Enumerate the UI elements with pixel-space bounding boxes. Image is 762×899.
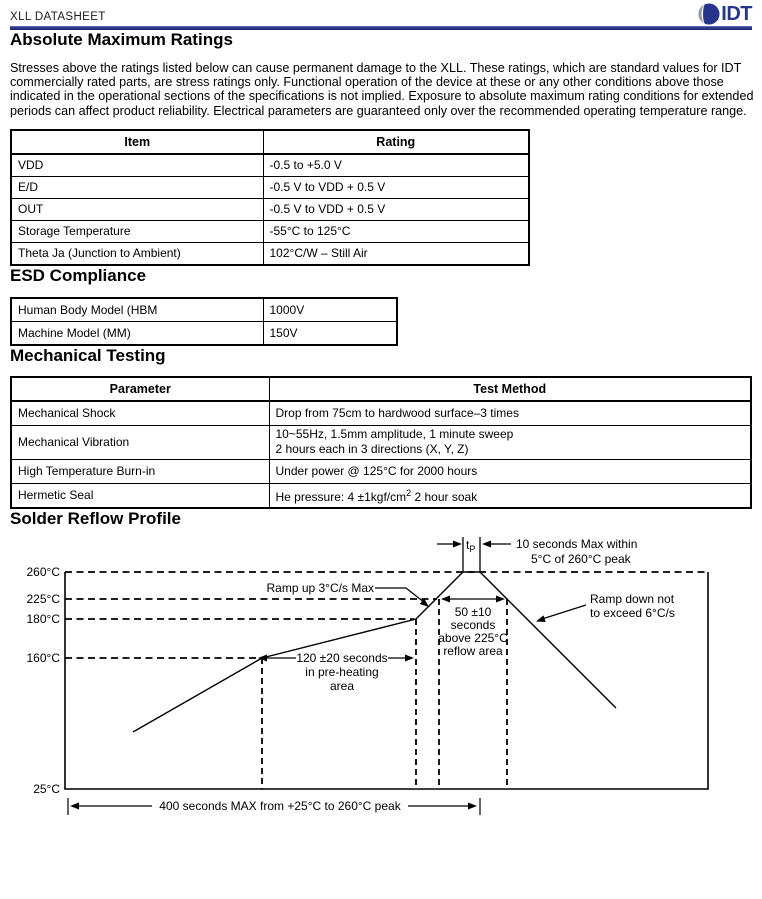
item-cell: Theta Ja (Junction to Ambient) bbox=[11, 242, 263, 265]
table-row bbox=[11, 154, 529, 177]
temp-label-160: 160°C bbox=[26, 650, 60, 665]
absolute-maximum-ratings-table bbox=[10, 129, 530, 266]
table-row bbox=[11, 298, 397, 322]
tp-label: $t_P$ bbox=[466, 537, 476, 554]
peak-note-line1: 10 seconds Max within bbox=[516, 536, 638, 551]
table-header-row bbox=[11, 130, 529, 154]
heading-mechanical-testing: Mechanical Testing bbox=[10, 345, 166, 365]
column-header-parameter: Parameter bbox=[11, 377, 269, 401]
reflow-area-line1: 50 ±10 bbox=[454, 604, 492, 619]
table-row bbox=[11, 483, 751, 508]
method-text: He pressure: 4 ±1kgf/cm bbox=[275, 490, 407, 505]
heading-esd-compliance: ESD Compliance bbox=[10, 265, 147, 285]
rating-cell: -55°C to 125°C bbox=[263, 220, 529, 242]
parameter-cell: Hermetic Seal bbox=[11, 483, 269, 508]
table-row bbox=[11, 242, 529, 265]
solder-reflow-profile-diagram bbox=[10, 529, 752, 825]
ramp-up-note: Ramp up 3°C/s Max bbox=[266, 580, 374, 595]
table-row bbox=[11, 425, 751, 459]
table-row bbox=[11, 321, 397, 345]
heading-absolute-maximum-ratings: Absolute Maximum Ratings bbox=[10, 30, 233, 49]
value-cell: 1000V bbox=[263, 298, 397, 322]
method-line: 2 hours each in 3 directions (X, Y, Z) bbox=[275, 442, 469, 457]
method-line: 10~55Hz, 1.5mm amplitude, 1 minute sweep bbox=[275, 426, 514, 441]
peak-note-line2: 5°C of 260°C peak bbox=[531, 551, 631, 566]
table-row bbox=[11, 401, 751, 426]
column-header-test-method: Test Method bbox=[269, 377, 751, 401]
parameter-cell: Mechanical Shock bbox=[11, 401, 269, 426]
header-rule bbox=[10, 26, 752, 30]
model-cell: Machine Model (MM) bbox=[11, 321, 263, 345]
idt-globe-icon bbox=[697, 2, 721, 26]
method-text: 2 hour soak bbox=[411, 490, 478, 505]
temp-label-180: 180°C bbox=[26, 611, 60, 626]
method-cell: Drop from 75cm to hardwood surface–3 times bbox=[269, 401, 751, 426]
item-cell: OUT bbox=[11, 198, 263, 220]
method-cell: Under power @ 125°C for 2000 hours bbox=[269, 459, 751, 483]
reflow-area-line2: seconds bbox=[450, 617, 496, 632]
column-header-item: Item bbox=[11, 130, 263, 154]
temp-label-25: 25°C bbox=[33, 781, 60, 796]
model-cell: Human Body Model (HBM bbox=[11, 298, 263, 322]
page-header bbox=[10, 0, 752, 30]
item-cell: E/D bbox=[11, 176, 263, 198]
heading-solder-reflow-profile: Solder Reflow Profile bbox=[10, 508, 181, 528]
value-cell: 150V bbox=[263, 321, 397, 345]
table-header-row bbox=[11, 377, 751, 401]
item-cell: Storage Temperature bbox=[11, 220, 263, 242]
method-cell bbox=[269, 483, 751, 508]
rating-cell: -0.5 V to VDD + 0.5 V bbox=[263, 198, 529, 220]
item-cell: VDD bbox=[11, 154, 263, 177]
preheat-note-line1: 120 ±20 seconds bbox=[296, 650, 388, 665]
abs-max-intro-paragraph: Stresses above the ratings listed below can cause permanent damage to the XLL. These ratings, which are standard values for IDT commercially rated parts, are stress ratings only. Functional operation of the device at these or any other conditions above those indicated in the operational sections of the specifications is not implied. Exposure to absolute maximum rating conditions for extended periods can affect product reliability. Electrical parameters are guaranteed only over the recommended operating temperature range. bbox=[10, 61, 754, 118]
table-row bbox=[11, 220, 529, 242]
mechanical-testing-table bbox=[10, 376, 752, 509]
table-row bbox=[11, 176, 529, 198]
parameter-cell: Mechanical Vibration bbox=[11, 425, 269, 459]
temp-label-260: 260°C bbox=[26, 564, 60, 579]
column-header-rating: Rating bbox=[263, 130, 529, 154]
reflow-area-line4: reflow area bbox=[443, 643, 503, 658]
esd-compliance-table bbox=[10, 297, 398, 346]
rating-cell: -0.5 V to VDD + 0.5 V bbox=[263, 176, 529, 198]
ramp-down-note-line2: to exceed 6°C/s bbox=[590, 605, 675, 620]
preheat-note-line3: area bbox=[329, 678, 355, 693]
superscript: 2 bbox=[406, 488, 412, 499]
document-title: XLL DATASHEET bbox=[10, 11, 106, 23]
rating-cell: 102°C/W – Still Air bbox=[263, 242, 529, 265]
preheat-note-line2: in pre-heating bbox=[305, 664, 379, 679]
parameter-cell: High Temperature Burn-in bbox=[11, 459, 269, 483]
rating-cell: -0.5 to +5.0 V bbox=[263, 154, 529, 177]
table-row bbox=[11, 459, 751, 483]
idt-logo bbox=[697, 2, 752, 26]
temp-label-225: 225°C bbox=[26, 591, 60, 606]
table-row bbox=[11, 198, 529, 220]
idt-logo-text: IDT bbox=[721, 2, 752, 25]
method-cell bbox=[269, 425, 751, 459]
total-time-label: 400 seconds MAX from +25°C to 260°C peak bbox=[159, 798, 401, 813]
ramp-down-note-line1: Ramp down not bbox=[590, 591, 675, 606]
reflow-area-line3: above 225°C bbox=[438, 630, 508, 645]
